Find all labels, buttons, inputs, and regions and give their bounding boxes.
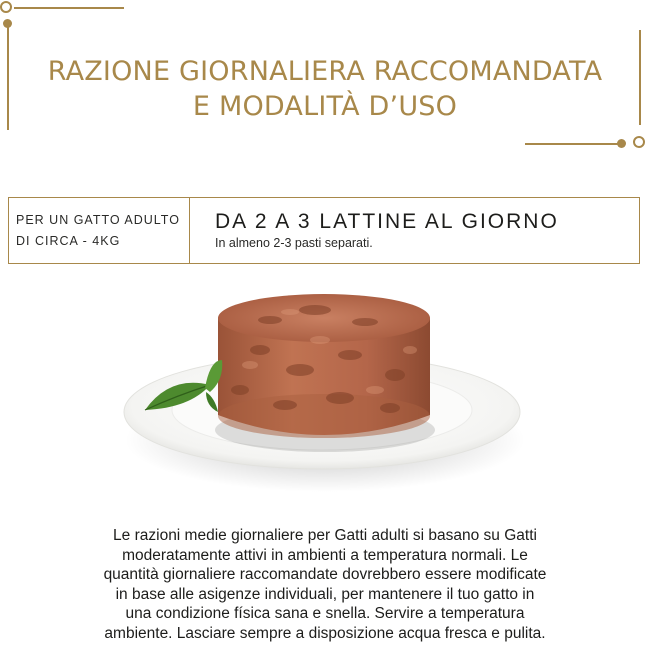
frame-top-line xyxy=(14,7,124,9)
frame-dot-bottom xyxy=(617,139,626,148)
description-line: moderatamente attivi in ambienti a temperatura normali. Le xyxy=(122,546,528,564)
description-line: una condizione física sana e snella. Servire a temperatura xyxy=(125,605,525,622)
daily-dose: DA 2 A 3 LATTINE AL GIORNO xyxy=(215,210,559,233)
food-bottom-rim xyxy=(218,394,430,438)
page-title xyxy=(0,54,650,124)
frame-corner-dot-bottom-right xyxy=(633,136,645,148)
description-line: Le razioni medie giornaliere per Gatti adulti si basano su Gatti xyxy=(113,527,537,544)
usage-description xyxy=(50,526,600,643)
cat-profile-cell xyxy=(9,198,190,263)
dose-note: In almeno 2-3 pasti separati. xyxy=(215,236,373,250)
cat-profile-line-2: DI CIRCA - 4KG xyxy=(16,234,121,248)
frame-dot-left xyxy=(3,19,12,28)
dosage-cell xyxy=(190,198,639,263)
frame-bottom-line xyxy=(525,143,618,145)
plate-with-cat-food-image xyxy=(110,280,540,495)
description-line: in base alle asigenze individuali, per mantenere il tuo gatto in xyxy=(115,585,535,603)
cat-profile-line-1: PER UN GATTO ADULTO xyxy=(16,213,180,227)
dosage-box xyxy=(8,197,640,264)
title-line-1: RAZIONE GIORNALIERA RACCOMANDATA xyxy=(47,56,603,87)
food-top xyxy=(218,294,430,342)
title-line-2: E MODALITÀ D’USO xyxy=(192,91,458,122)
description-line: quantità giornaliere raccomandate dovrebbero essere modificate xyxy=(103,566,547,583)
description-line: ambiente. Lasciare sempre a disposizione acqua fresca e pulita. xyxy=(104,624,546,642)
frame-corner-dot-top-left xyxy=(0,1,12,13)
